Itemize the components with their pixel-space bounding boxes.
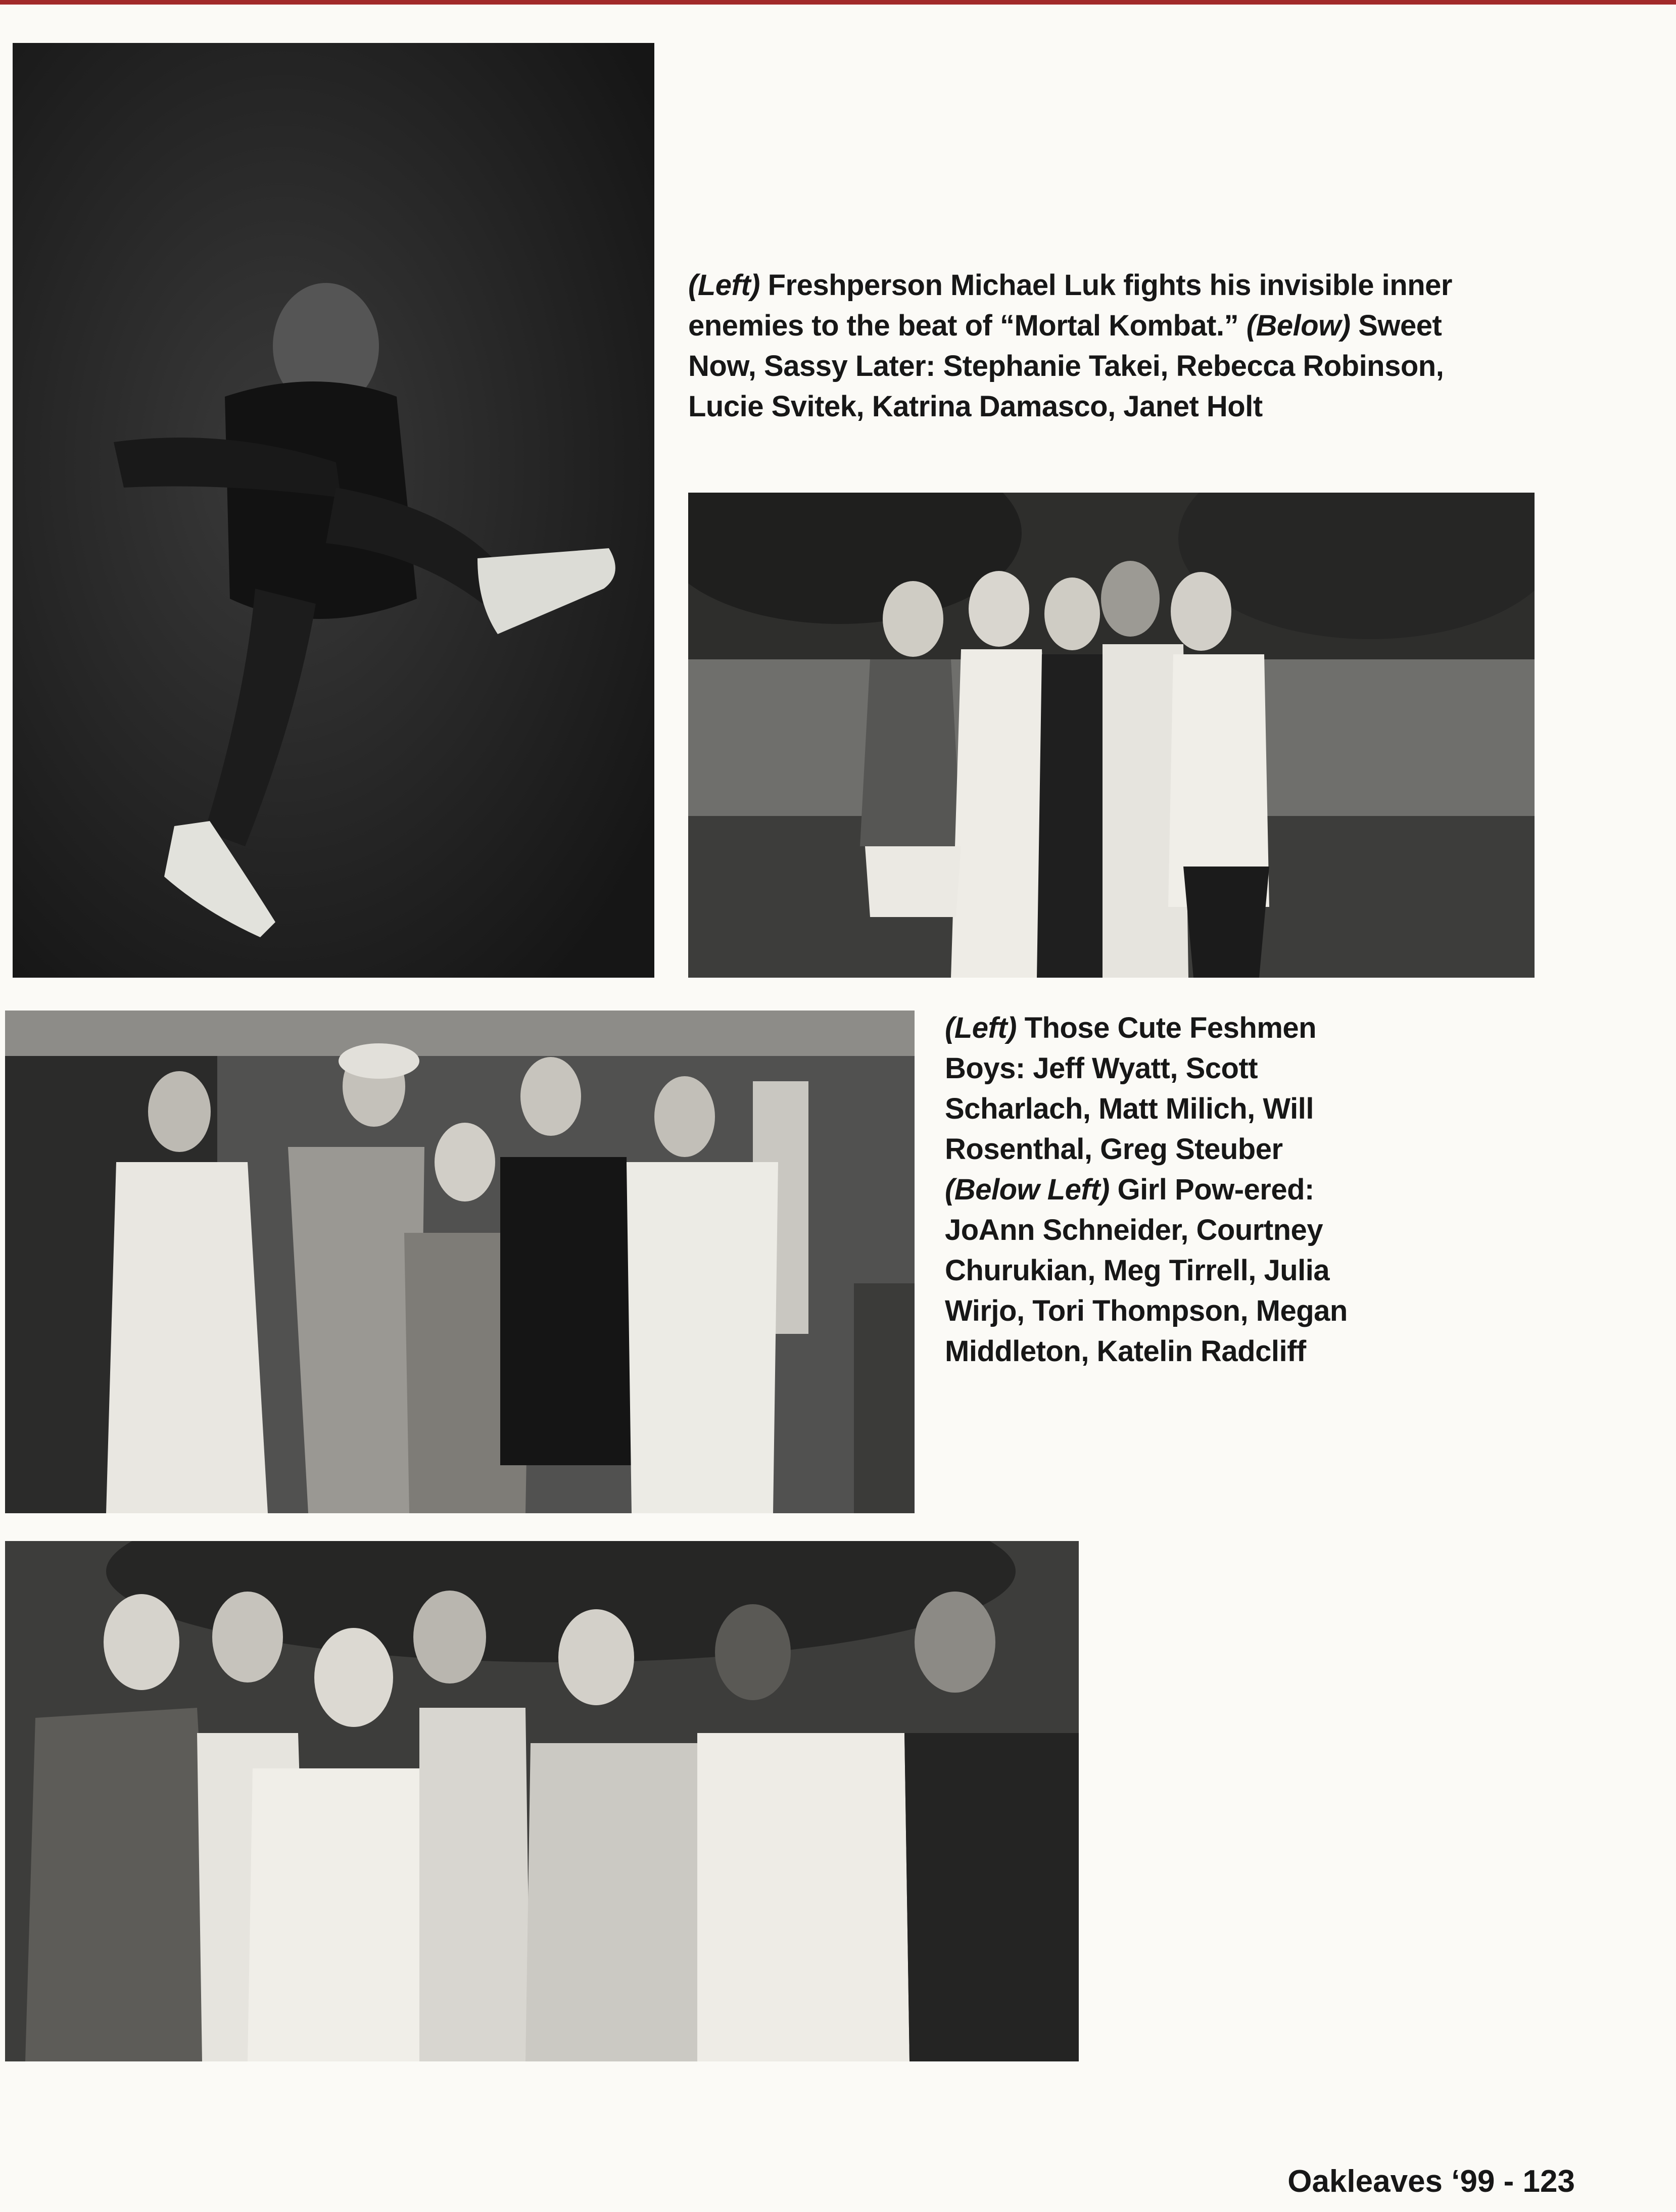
- caption-middle-lead-below-left: (Below Left): [945, 1173, 1110, 1206]
- page-folio: Oakleaves ‘99 - 123: [1287, 2164, 1575, 2199]
- photo-five-boys: [5, 1011, 915, 1513]
- caption-top-text-below: Sweet Now, Sassy Later: Stephanie Takei, Rebecca Robinson, Lucie Svitek, Katrina Damasco, Janet Holt: [688, 309, 1444, 423]
- photo-jumping-student: [13, 43, 654, 978]
- caption-middle-text-below-left: Girl Pow-ered: JoAnn Schneider, Courtney Churukian, Meg Tirrell, Julia Wirjo, Tori Thompson, Megan Middleton, Katelin Radcliff: [945, 1173, 1348, 1368]
- caption-top: [688, 265, 1476, 427]
- five-girls-image: [688, 493, 1535, 978]
- photo-five-girls: [688, 493, 1535, 978]
- caption-top-lead-below: (Below): [1246, 309, 1351, 342]
- caption-top-lead-left: (Left): [688, 269, 760, 302]
- seven-girls-image: [5, 1541, 1079, 2061]
- photo-seven-girls: [5, 1541, 1079, 2061]
- caption-middle: [945, 1008, 1349, 1372]
- page-top-edge: [0, 0, 1676, 5]
- caption-top-text-left: Freshperson Michael Luk fights his invisible inner enemies to the beat of “Mortal Kombat.”: [688, 269, 1452, 342]
- caption-middle-lead-left: (Left): [945, 1012, 1017, 1044]
- jumping-student-image: [13, 43, 654, 978]
- five-boys-image: [5, 1011, 915, 1513]
- caption-middle-text-left: Those Cute Feshmen Boys: Jeff Wyatt, Scott Scharlach, Matt Milich, Will Rosenthal, Greg Steuber: [945, 1012, 1317, 1166]
